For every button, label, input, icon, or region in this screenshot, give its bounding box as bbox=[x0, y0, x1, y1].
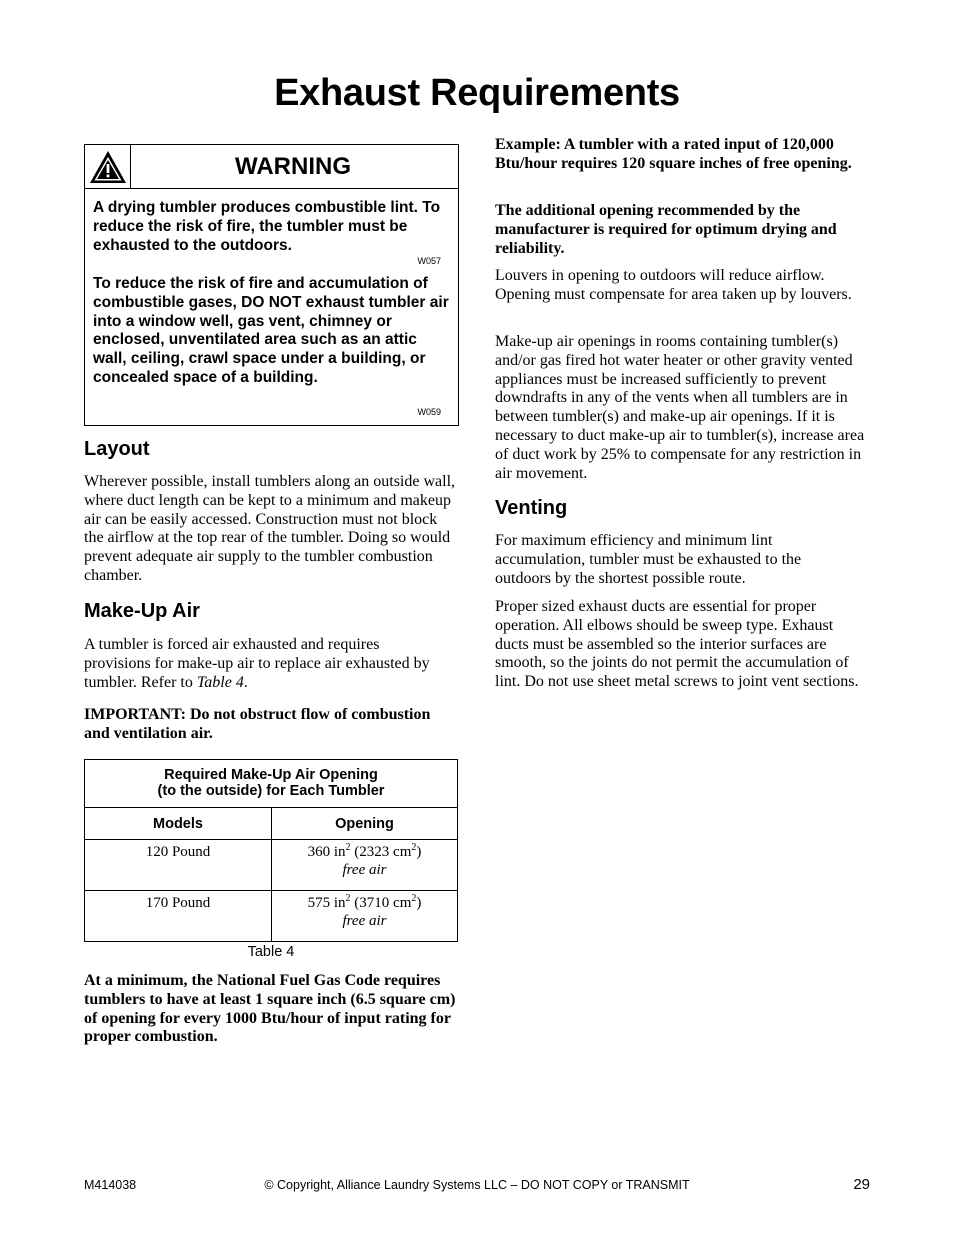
fuel-code-note: At a minimum, the National Fuel Gas Code requires tumblers to have at least 1 square inch (6.5 square cm) of opening for every 1000 Btu/hour of input rating for proper combustion. bbox=[84, 972, 456, 1046]
table-caption-cell bbox=[85, 760, 458, 808]
venting-text-1: For maximum efficiency and minimum lint accumulation, tumbler must be exhausted to the outdoors by the shortest possible route. bbox=[495, 532, 802, 587]
warning-triangle-icon bbox=[88, 149, 128, 185]
important-note: IMPORTANT: Do not obstruct flow of combustion and ventilation air. bbox=[84, 706, 431, 742]
table-label: Table 4 bbox=[247, 944, 295, 960]
opening-cell bbox=[272, 840, 458, 891]
warning-text-lint: A drying tumbler produces combustible lint. To reduce the risk of fire, the tumbler must be exhausted to the outdoors. bbox=[93, 199, 441, 254]
venting-text-2: Proper sized exhaust ducts are essential for proper operation. All elbows should be sweep type. Exhaust ducts must be assembled so the interior surfaces are smooth, so the joints do not permit the accumulation of lint. Do not use sheet metal screws to joint vent sections. bbox=[495, 598, 859, 691]
layout-body: Wherever possible, install tumblers along an outside wall, where duct length can be kept to a minimum and makeup air can be easily accessed. Construction must not block the airflow at the top rear of the tumbler. Doing so would prevent adequate air supply to the tumbler combustion chamber. bbox=[84, 473, 456, 584]
table-caption-line1: Required Make-Up Air Opening bbox=[164, 767, 378, 783]
warning-header bbox=[85, 145, 458, 189]
warning-code-2: W059 bbox=[417, 407, 441, 417]
opening-exponent: 2 bbox=[345, 893, 351, 904]
table-row bbox=[85, 891, 458, 942]
opening-cell bbox=[272, 891, 458, 942]
table-row bbox=[85, 840, 458, 891]
makeup-openings-text: Make-up air openings in rooms containing tumbler(s) and/or gas fired hot water heater or other gravity vented appliances must be increased sufficiently to prevent downdrafts in any of the vents when all tumblers are in between tumbler(s) and make-up air openings. If it is necessary to duct make-up air to tumbler(s), increase area of duct work by 25% to compensate for any restriction in air movement. bbox=[495, 333, 865, 482]
makeup-air-body bbox=[84, 636, 444, 692]
opening-close: ) bbox=[416, 844, 422, 860]
louvers-text: Louvers in opening to outdoors will reduce airflow. Opening must compensate for area taken up by louvers. bbox=[495, 267, 852, 303]
layout-heading: Layout bbox=[84, 438, 150, 460]
opening-note: free air bbox=[342, 913, 387, 929]
makeup-air-heading: Make-Up Air bbox=[84, 600, 200, 622]
column-header-opening: Opening bbox=[272, 808, 458, 840]
model-cell: 170 Pound bbox=[85, 891, 272, 942]
opening-value: 575 in bbox=[307, 895, 346, 911]
venting-heading: Venting bbox=[495, 497, 568, 519]
opening-metric: (2323 cm bbox=[350, 844, 412, 860]
opening-metric-exponent: 2 bbox=[411, 893, 417, 904]
copyright-notice: © Copyright, Alliance Laundry Systems LLC – DO NOT COPY or TRANSMIT bbox=[264, 1178, 690, 1192]
document-number: M414038 bbox=[84, 1178, 137, 1192]
makeup-air-text: A tumbler is forced air exhausted and requires provisions for make-up air to replace air exhausted by tumbler. Refer to bbox=[84, 636, 430, 691]
opening-exponent: 2 bbox=[345, 842, 351, 853]
opening-note: free air bbox=[342, 862, 387, 878]
warning-text-gases: To reduce the risk of fire and accumulation of combustible gases, DO NOT exhaust tumbler air into a window well, gas vent, chimney or enclosed, unventilated area such as an attic wall, ceiling, crawl space under a building, or concealed space of a building. bbox=[93, 275, 449, 386]
opening-metric-exponent: 2 bbox=[411, 842, 417, 853]
warning-icon-cell bbox=[85, 145, 131, 188]
makeup-air-table bbox=[84, 759, 458, 942]
opening-value: 360 in bbox=[307, 844, 346, 860]
opening-metric: (3710 cm bbox=[350, 895, 412, 911]
table-reference-link[interactable]: Table 4 bbox=[196, 673, 244, 691]
opening-close: ) bbox=[416, 895, 422, 911]
table-caption-line2: (to the outside) for Each Tumbler bbox=[157, 782, 385, 799]
column-header-models: Models bbox=[85, 808, 272, 840]
warning-code-1: W057 bbox=[417, 256, 441, 266]
warning-title: WARNING bbox=[235, 153, 351, 180]
makeup-air-text-end: . bbox=[243, 673, 248, 691]
model-cell: 120 Pound bbox=[85, 840, 272, 891]
page-number: 29 bbox=[853, 1176, 870, 1193]
additional-opening-note: The additional opening recommended by the manufacturer is required for optimum drying and reliability. bbox=[495, 202, 837, 257]
page-title: Exhaust Requirements bbox=[274, 72, 680, 114]
warning-box bbox=[84, 144, 459, 426]
example-note: Example: A tumbler with a rated input of 120,000 Btu/hour requires 120 square inches of free opening. bbox=[495, 136, 852, 172]
